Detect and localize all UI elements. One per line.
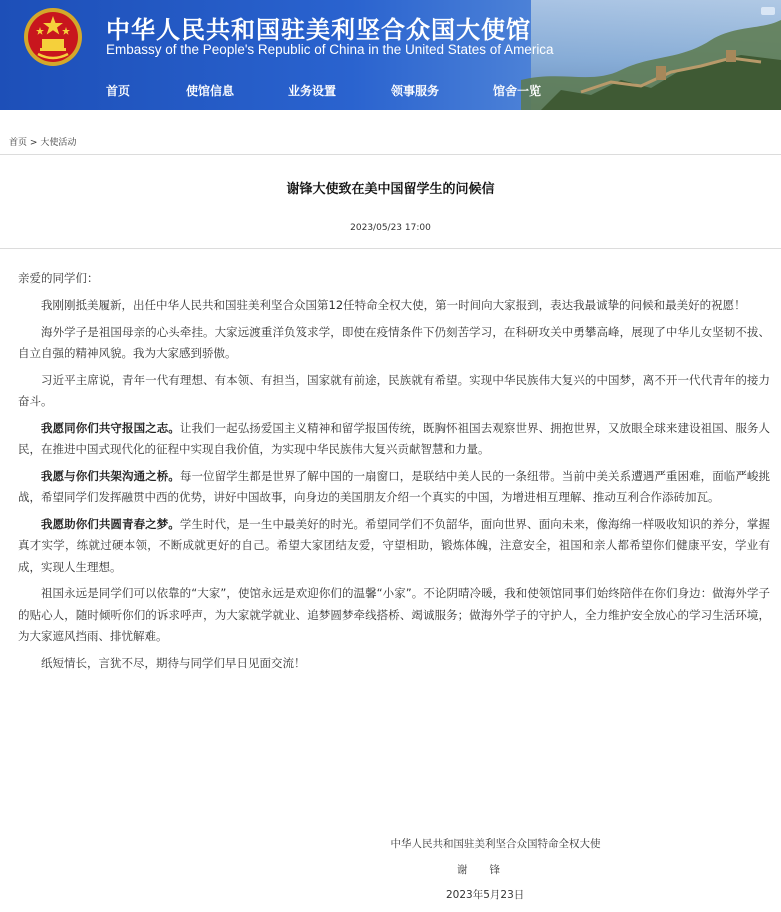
nav-item-embassy-info[interactable]: 使馆信息 <box>186 84 235 98</box>
site-title-english: Embassy of the People's Republic of China in the United States of America <box>106 42 554 57</box>
paragraph <box>18 653 770 674</box>
article-body <box>18 268 770 680</box>
signature-date: 2023年5月23日 <box>446 889 525 901</box>
paragraph-text: 每一位留学生都是世界了解中国的一扇窗口，是联结中美人民的一条纽带。当前中美关系遭遇严重困难，面临严峻挑战，希望同学们发挥融贯中西的优势，讲好中国故事，向身边的美国朋友介绍一个真实的中国，为增进相互理解、推动互利合作添砖加瓦。 <box>18 468 770 505</box>
top-corner-icons <box>755 0 775 19</box>
paragraph-lead: 我愿与你们共架沟通之桥。 <box>41 468 180 483</box>
breadcrumb-separator: > <box>29 138 38 148</box>
paragraph <box>18 295 770 316</box>
main-nav <box>0 76 600 106</box>
paragraph <box>18 583 770 647</box>
nav-item-consular[interactable]: 领事服务 <box>391 84 440 98</box>
article-title: 谢锋大使致在美中国留学生的问候信 <box>286 182 495 197</box>
paragraph-text: 纸短情长，言犹不尽，期待与同学们早日见面交流！ <box>41 655 306 670</box>
paragraph-text: 让我们一起弘扬爱国主义精神和留学报国传统，既胸怀祖国去观察世界、拥抱世界，又放眼全球来建设祖国、服务人民，在推进中国式现代化的征程中实现自我价值，为实现中华民族伟大复兴贡献智慧和力量。 <box>18 420 770 457</box>
paragraph <box>18 418 770 461</box>
breadcrumb <box>9 135 76 148</box>
paragraph <box>18 370 770 413</box>
paragraph-lead: 我愿同你们共守报国之志。 <box>41 420 180 435</box>
header-banner <box>0 0 781 110</box>
site-title-chinese: 中华人民共和国驻美利坚合众国大使馆 <box>106 16 531 44</box>
signature-organization: 中华人民共和国驻美利坚合众国特命全权大使 <box>390 838 601 850</box>
national-emblem-icon <box>22 6 84 68</box>
paragraph-text: 祖国永远是同学们可以依靠的“大家”，使馆永远是欢迎你们的温馨“小家”。不论阴晴冷暖，我和使领馆同事们始终陪伴在你们身边：做海外学子的贴心人，随时倾听你们的诉求呼声，为大家就学就业、追梦圆梦牵线搭桥、竭诚服务；做海外学子的守护人，全力维护安全放心的学习生活环境，为大家遮风挡雨、排忧解难。 <box>18 586 770 643</box>
nav-item-services[interactable]: 业务设置 <box>288 84 337 98</box>
breadcrumb-divider <box>0 154 781 155</box>
nav-item-premises[interactable]: 馆舍一览 <box>493 84 542 98</box>
paragraph-text: 学生时代，是一生中最美好的时光。希望同学们不负韶华，面向世界、面向未来，像海绵一样吸收知识的养分，掌握真才实学，练就过硬本领，不断成就更好的自己。希望大家团结友爱，守望相助，锻炼体魄，注意安全，祖国和亲人都希望你们健康平安，学业有成，实现人生理想。 <box>18 516 770 574</box>
article-date: 2023/05/23 17:00 <box>350 223 431 233</box>
signature-name: 谢锋 <box>457 864 522 876</box>
breadcrumb-current-link[interactable]: 大使活动 <box>40 138 77 148</box>
paragraph-text: 我刚刚抵美履新，出任中华人民共和国驻美利坚合众国第12任特命全权大使，第一时间向大家报到，表达我最诚挚的问候和最美好的祝愿！ <box>41 297 746 312</box>
paragraph <box>18 514 770 578</box>
paragraph <box>18 322 770 365</box>
language-icon[interactable] <box>761 7 775 15</box>
paragraph-text: 海外学子是祖国母亲的心头牵挂。大家远渡重洋负笈求学，即使在疫情条件下仍刻苦学习，在科研攻关中勇攀高峰，展现了中华儿女坚韧不拔、自立自强的精神风貌。我为大家感到骄傲。 <box>18 324 770 360</box>
nav-item-home[interactable]: 首页 <box>106 84 131 98</box>
paragraph <box>18 466 770 509</box>
title-divider <box>0 248 781 249</box>
paragraph-text: 习近平主席说，青年一代有理想、有本领、有担当，国家就有前途，民族就有希望。实现中华民族伟大复兴的中国梦，离不开一代代青年的接力奋斗。 <box>18 372 770 408</box>
paragraph-lead: 我愿助你们共圆青春之梦。 <box>41 516 180 531</box>
breadcrumb-home-link[interactable]: 首页 <box>9 138 28 148</box>
salutation: 亲爱的同学们： <box>18 271 99 285</box>
